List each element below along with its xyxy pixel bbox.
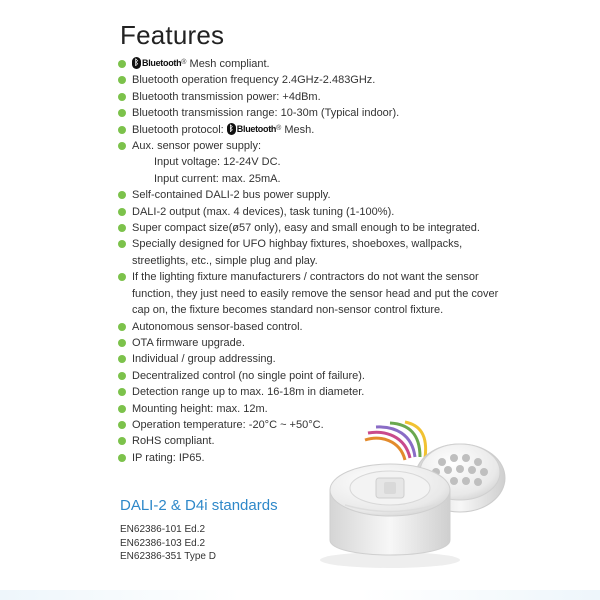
feature-item [118, 351, 518, 367]
feature-text: Individual / group addressing. [132, 353, 276, 366]
bullet-icon [118, 388, 126, 396]
feature-text: RoHS compliant. [132, 435, 215, 448]
bullet-icon [118, 142, 126, 150]
standards-heading: DALI-2 & D4i standards [120, 497, 278, 514]
feature-text: OTA firmware upgrade. [132, 336, 245, 349]
feature-text: ᛒ Bluetooth ® Mesh compliant. [132, 56, 518, 72]
feature-item [118, 319, 518, 335]
page-title: Features [120, 20, 225, 50]
feature-text: Decentralized control (no single point of failure). [132, 369, 365, 382]
bullet-icon [118, 323, 126, 331]
feature-text: Autonomous sensor-based control. [132, 320, 303, 333]
standard-item: EN62386-101 Ed.2 [120, 524, 206, 535]
feature-text: Bluetooth transmission range: 10-30m (Typical indoor). [132, 107, 400, 120]
bluetooth-logo-icon: ᛒ Bluetooth ® [227, 121, 281, 137]
sensor-product-image [310, 400, 520, 570]
feature-text: Specially designed for UFO highbay fixtures, shoeboxes, wallpacks, streetlights, etc., simple plug and play. [132, 238, 463, 267]
standard-item: EN62386-103 Ed.2 [120, 537, 206, 549]
bullet-icon [118, 437, 126, 445]
feature-text: Bluetooth transmission power: +4dBm. [132, 90, 321, 103]
bullet-icon [118, 93, 126, 101]
feature-text: DALI-2 output (max. 4 devices), task tuning (1-100%). [132, 205, 395, 218]
feature-text: Aux. sensor power supply: Input voltage: 12-24V DC. Input current: max. 25mA. [132, 138, 518, 187]
bullet-icon [118, 60, 126, 68]
feature-text: If the lighting fixture manufacturers / contractors do not want the sensor function, they just need to easily remove the sensor head and put the cover cap on, the fixture becomes standard non-sensor control fixture. [132, 271, 499, 317]
bullet-icon [118, 191, 126, 199]
bullet-icon [118, 208, 126, 216]
feature-item [118, 122, 518, 138]
bottom-decorative-band [0, 590, 600, 600]
sub-line: Input current: max. 25mA. [154, 172, 281, 185]
feature-item [118, 138, 518, 187]
feature-text: Detection range up to max. 16-18m in diameter. [132, 386, 365, 399]
feature-item [118, 105, 518, 121]
feature-text: Mounting height: max. 12m. [132, 402, 268, 415]
feature-text: Bluetooth operation frequency 2.4GHz-2.483GHz. [132, 74, 376, 87]
feature-item [118, 56, 518, 72]
feature-item [118, 368, 518, 384]
bullet-icon [118, 372, 126, 380]
feature-item [118, 269, 518, 318]
feature-item [118, 204, 518, 220]
feature-text: Self-contained DALI-2 bus power supply. [132, 189, 331, 202]
feature-text: Operation temperature: -20°C ~ +50°C. [132, 418, 324, 431]
feature-item [118, 89, 518, 105]
bullet-icon [118, 405, 126, 413]
feature-item [118, 220, 518, 236]
bullet-icon [118, 355, 126, 363]
bullet-icon [118, 126, 126, 134]
bullet-icon [118, 224, 126, 232]
bullet-icon [118, 454, 126, 462]
standard-item: EN62386-351 Type D [120, 551, 216, 562]
bullet-icon [118, 109, 126, 117]
bullet-icon [118, 240, 126, 248]
feature-item [118, 384, 518, 400]
standards-list [120, 523, 216, 564]
feature-text: IP rating: IP65. [132, 451, 205, 464]
feature-item [118, 187, 518, 203]
feature-item [118, 335, 518, 351]
bullet-icon [118, 76, 126, 84]
bullet-icon [118, 421, 126, 429]
feature-text: Bluetooth protocol: ᛒ Bluetooth ® Mesh. [132, 122, 518, 138]
bullet-icon [118, 339, 126, 347]
bullet-icon [118, 273, 126, 281]
feature-text: Super compact size(ø57 only), easy and small enough to be integrated. [132, 222, 480, 235]
sub-line: Input voltage: 12-24V DC. [154, 156, 281, 169]
bluetooth-logo-icon: ᛒ Bluetooth ® [132, 55, 186, 71]
feature-item [118, 236, 518, 269]
feature-item [118, 72, 518, 88]
